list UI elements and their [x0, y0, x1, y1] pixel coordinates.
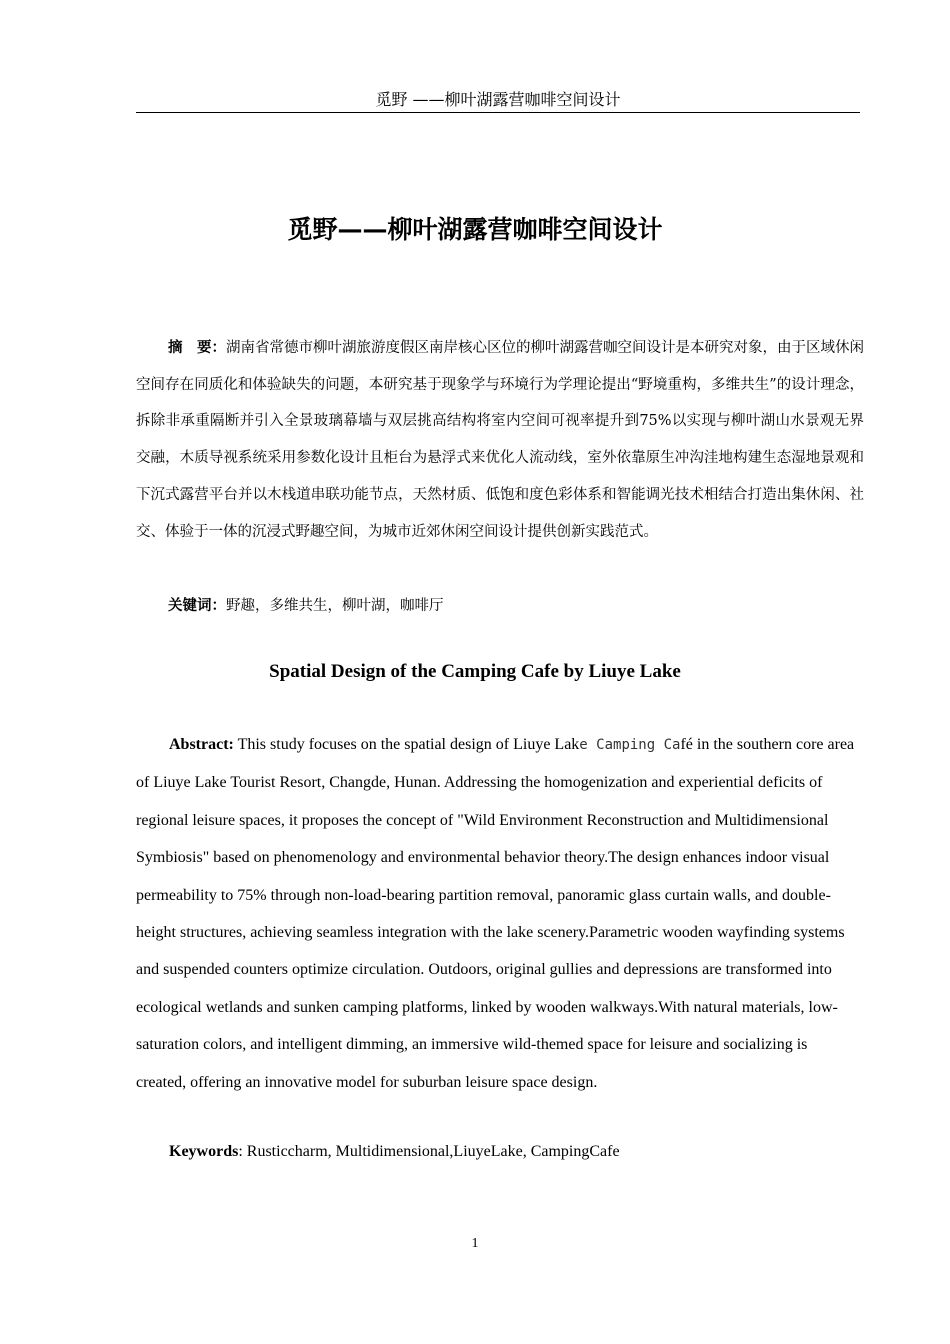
chinese-keywords	[168, 588, 444, 624]
running-header: 觅野 ——柳叶湖露营咖啡空间设计	[136, 90, 860, 113]
english-title: Spatial Design of the Camping Cafe by Liuye Lake	[269, 661, 681, 682]
chinese-abstract-text: 湖南省常德市柳叶湖旅游度假区南岸核心区位的柳叶湖露营咖空间设计是本研究对象，由于区域休闲空间存在同质化和体验缺失的问题，本研究基于现象学与环境行为学理论提出“野境重构，多维共生”的设计理念，拆除非承重隔断并引入全景玻璃幕墙与双层挑高结构将室内空间可视率提升到75%以实现与柳叶湖山水景观无界交融，木质导视系统采用参数化设计且柜台为悬浮式来优化人流动线，室外依靠原生冲沟洼地构建生态湿地景观和下沉式露营平台并以木栈道串联功能节点，天然材质、低饱和度色彩体系和智能调光技术相结合打造出集休闲、社交、体验于一体的沉浸式野趣空间，为城市近郊休闲空间设计提供创新实践范式。	[136, 340, 864, 540]
page-number: 1	[471, 1236, 479, 1251]
chinese-keywords-text: 野趣，多维共生，柳叶湖，咖啡厅	[226, 598, 444, 614]
document-title: 觅野——柳叶湖露营咖啡空间设计	[287, 215, 663, 244]
english-abstract	[136, 726, 860, 1101]
english-keywords-text: : Rusticcharm, Multidimensional,LiuyeLake, CampingCafe	[238, 1143, 620, 1160]
english-abstract-text-a: This study focuses on the spatial design of Liuye Lak	[233, 736, 580, 753]
english-abstract-text-mono: e Camping Ca	[579, 737, 681, 753]
chinese-abstract-label: 摘 要：	[168, 339, 226, 356]
english-abstract-label: Abstract:	[169, 736, 234, 753]
english-abstract-text-b: fé in the southern core area of Liuye Lake Tourist Resort, Changde, Hunan. Addressing the homogenization and experiential deficits of regional leisure spaces, it proposes the concept of "Wild Environment Reconstruction and Multidimensional Symbiosis" based on phenomenology and environmental behavior theory.The design enhances indoor visual permeability to 75% through non-load-bearing partition removal, panoramic glass curtain walls, and double-height structures, achieving seamless integration with the lake scenery.Parametric wooden wayfinding systems and suspended counters optimize circulation. Outdoors, original gullies and depressions are transformed into ecological wetlands and sunken camping platforms, linked by wooden walkways.With natural materials, low-saturation colors, and intelligent dimming, an immersive wild-themed space for leisure and socializing is created, offering an innovative model for suburban leisure space design.	[136, 736, 855, 1091]
chinese-keywords-label: 关键词：	[168, 597, 226, 614]
english-keywords-label: Keywords	[169, 1143, 239, 1160]
english-keywords	[169, 1140, 620, 1164]
chinese-abstract	[136, 330, 864, 550]
